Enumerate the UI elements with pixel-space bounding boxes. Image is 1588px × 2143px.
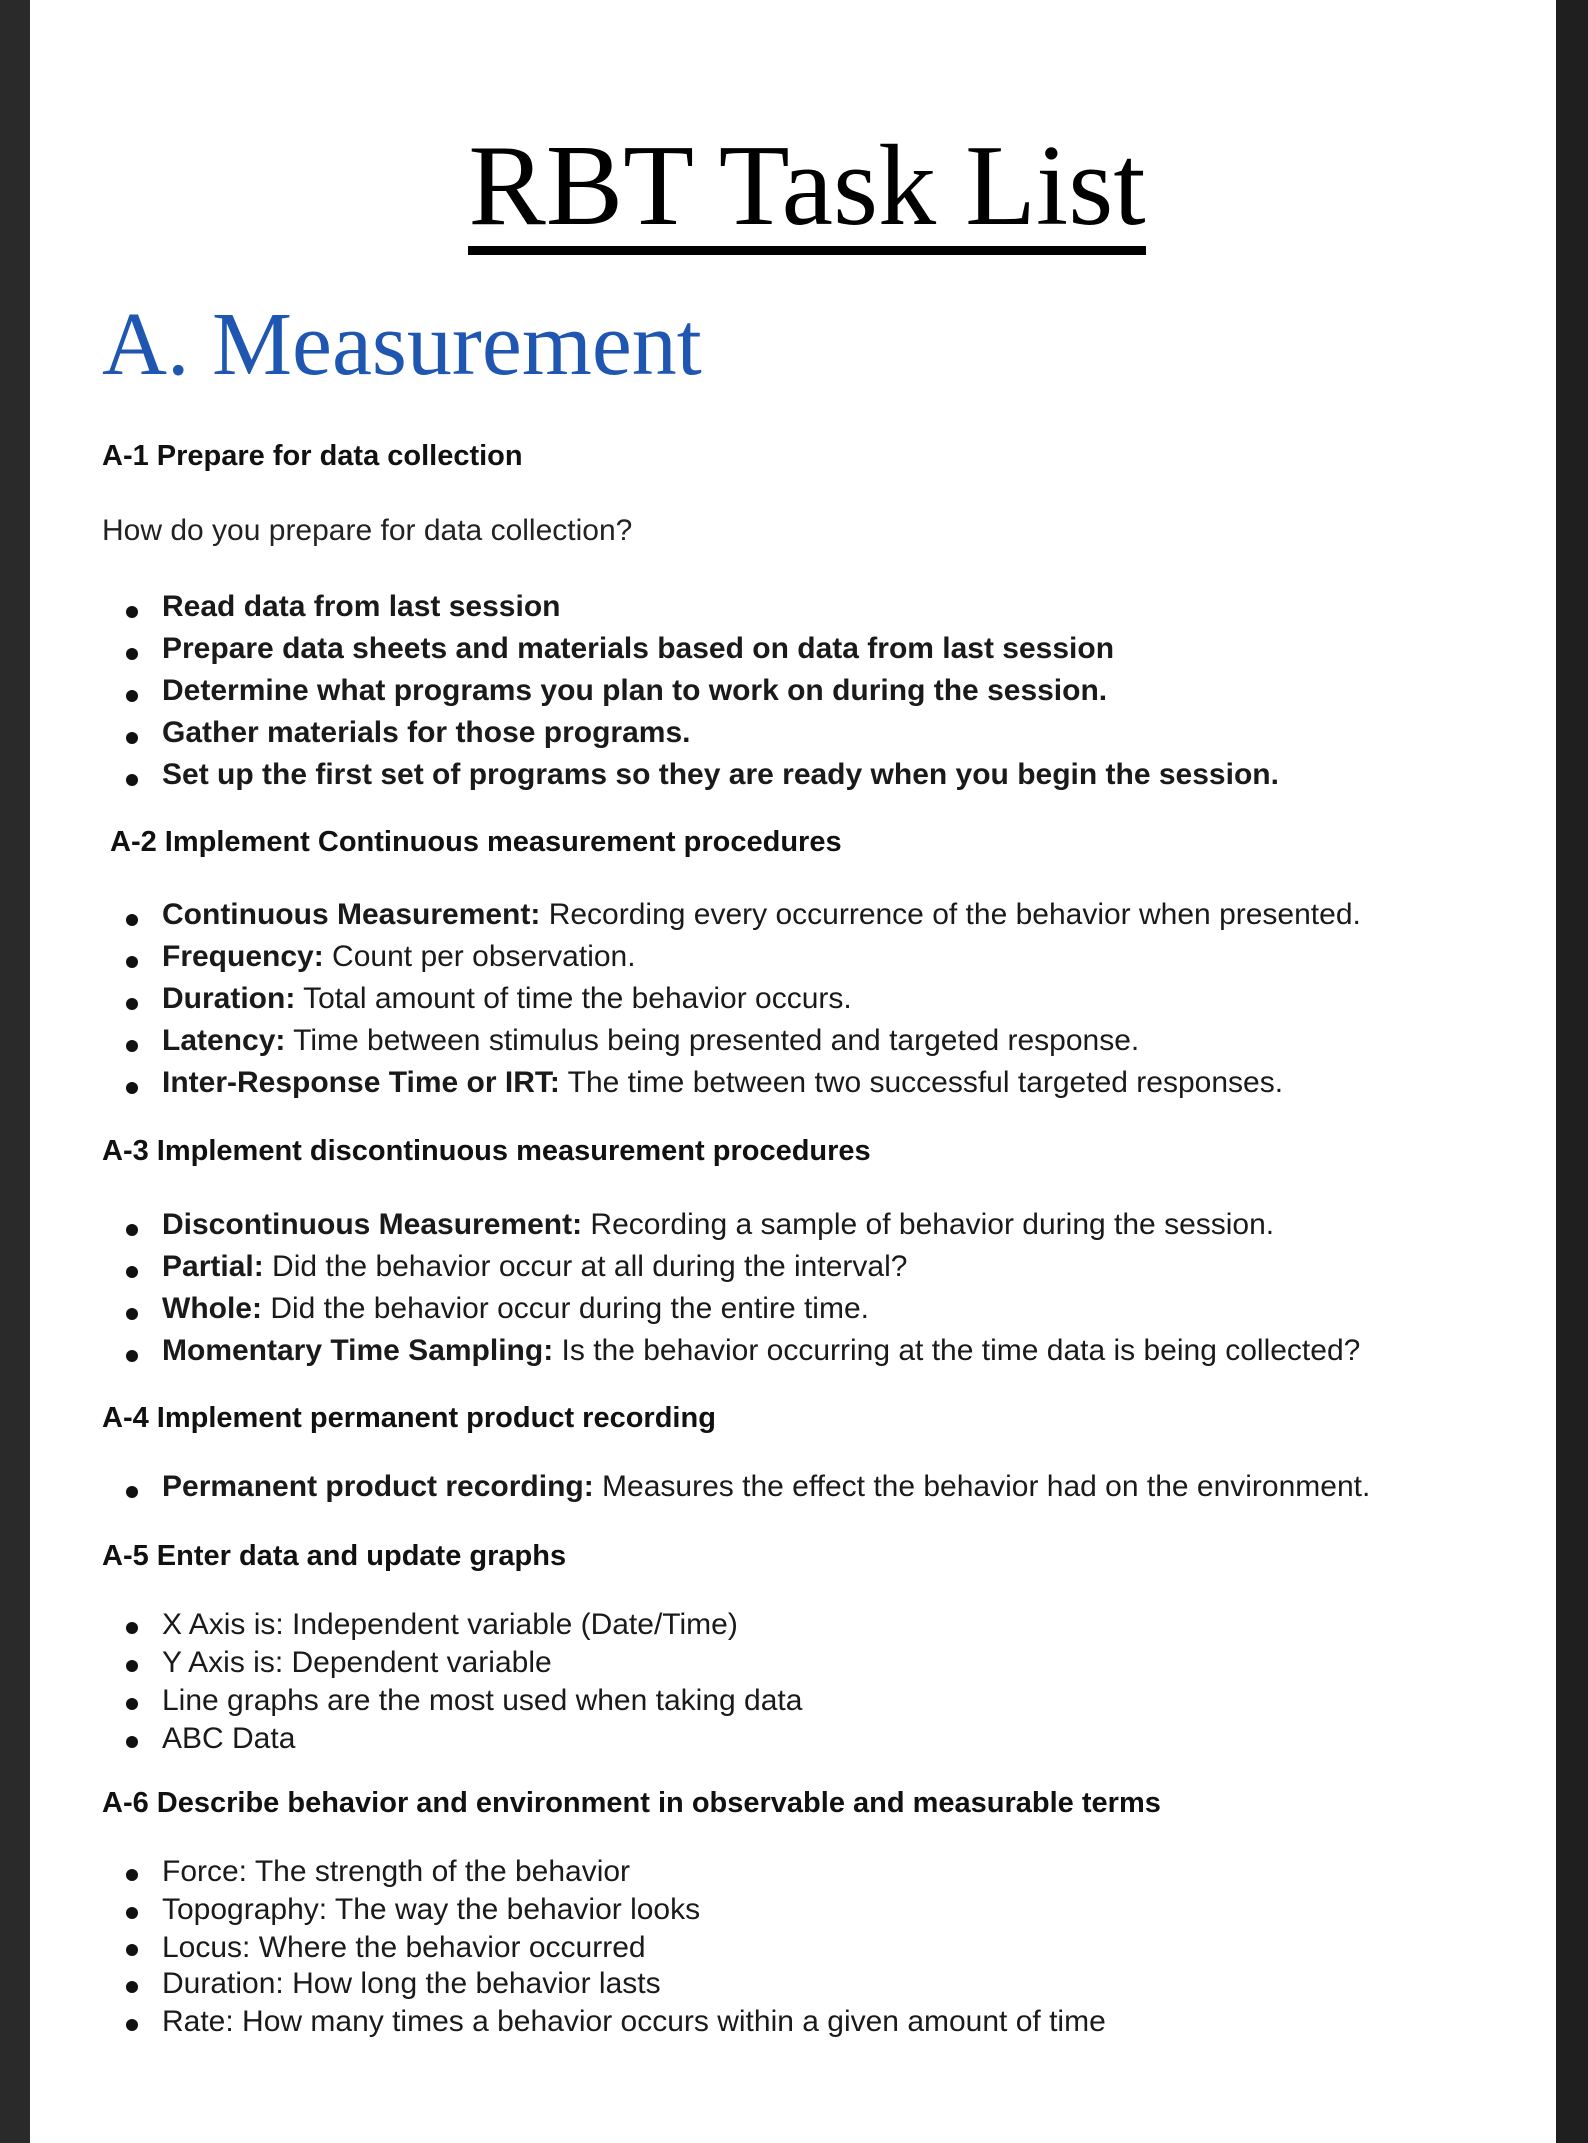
list-item [118, 1292, 1360, 1334]
term: Partial: [162, 1250, 264, 1283]
list-item [118, 898, 1361, 940]
term: Latency: [162, 1024, 286, 1057]
list-item: Prepare data sheets and materials based on data from last session [118, 632, 1279, 674]
a5-list [118, 1608, 802, 1760]
list-item: Y Axis is: Dependent variable [118, 1646, 802, 1684]
list-item: X Axis is: Independent variable (Date/Time) [118, 1608, 802, 1646]
term: Duration: [162, 982, 296, 1015]
document-title: RBT Task List [30, 128, 1556, 255]
a6-list [118, 1855, 1106, 2043]
term: Frequency: [162, 940, 324, 973]
definition: Did the behavior occur during the entire time. [261, 1292, 869, 1325]
list-item: Duration: How long the behavior lasts [118, 1967, 1106, 2005]
list-item: ABC Data [118, 1722, 802, 1760]
term: Whole: [162, 1292, 262, 1325]
list-item: Rate: How many times a behavior occurs within a given amount of time [118, 2005, 1106, 2043]
document-page [30, 0, 1556, 2143]
definition: Is the behavior occurring at the time data is being collected? [553, 1334, 1361, 1367]
definition: Measures the effect the behavior had on the environment. [593, 1470, 1371, 1503]
definition: The time between two successful targeted responses. [559, 1066, 1284, 1099]
a2-list [118, 898, 1361, 1108]
list-item [118, 940, 1361, 982]
a1-list [118, 590, 1279, 800]
list-item: Set up the first set of programs so they are ready when you begin the session. [118, 758, 1279, 800]
list-item: Topography: The way the behavior looks [118, 1893, 1106, 1931]
list-item [118, 1066, 1361, 1108]
definition: Recording every occurrence of the behavior when presented. [540, 898, 1361, 931]
term: Continuous Measurement: [162, 898, 541, 931]
a6-heading: A-6 Describe behavior and environment in observable and measurable terms [102, 1787, 1161, 1819]
definition: Did the behavior occur at all during the interval? [263, 1250, 908, 1283]
list-item: Force: The strength of the behavior [118, 1855, 1106, 1893]
definition: Total amount of time the behavior occurs. [295, 982, 852, 1015]
list-item: Determine what programs you plan to work on during the session. [118, 674, 1279, 716]
list-item [118, 1208, 1360, 1250]
right-frame [1556, 0, 1588, 2143]
list-item: Read data from last session [118, 590, 1279, 632]
list-item [118, 982, 1361, 1024]
term: Momentary Time Sampling: [162, 1334, 554, 1367]
a3-heading: A-3 Implement discontinuous measurement procedures [102, 1135, 871, 1167]
list-item [118, 1250, 1360, 1292]
a1-heading: A-1 Prepare for data collection [102, 440, 523, 472]
term: Inter-Response Time or IRT: [162, 1066, 560, 1099]
definition: Count per observation. [323, 940, 636, 973]
a4-heading: A-4 Implement permanent product recording [102, 1402, 716, 1434]
a4-list [118, 1470, 1370, 1512]
list-item: Gather materials for those programs. [118, 716, 1279, 758]
term: Discontinuous Measurement: [162, 1208, 583, 1241]
term: Permanent product recording: [162, 1470, 594, 1503]
list-item: Locus: Where the behavior occurred [118, 1931, 1106, 1967]
section-title: A. Measurement [102, 295, 702, 394]
a1-question: How do you prepare for data collection? [102, 514, 633, 547]
list-item: Line graphs are the most used when taking data [118, 1684, 802, 1722]
left-frame [0, 0, 30, 2143]
a5-heading: A-5 Enter data and update graphs [102, 1540, 567, 1572]
list-item [118, 1334, 1360, 1376]
list-item [118, 1470, 1370, 1512]
definition: Recording a sample of behavior during the session. [582, 1208, 1275, 1241]
a3-list [118, 1208, 1360, 1376]
a2-heading: A-2 Implement Continuous measurement procedures [110, 826, 842, 858]
definition: Time between stimulus being presented and targeted response. [285, 1024, 1140, 1057]
list-item [118, 1024, 1361, 1066]
